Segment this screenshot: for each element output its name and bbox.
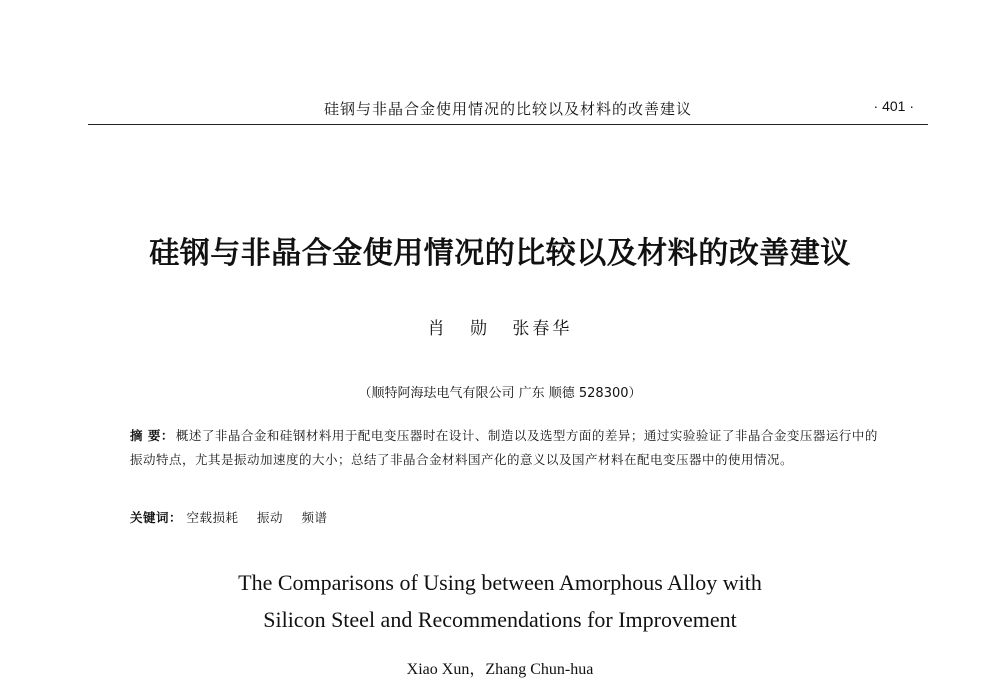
chinese-title: 硅钢与非晶合金使用情况的比较以及材料的改善建议 [149,236,851,271]
keywords [130,508,890,526]
keyword-item: 振动 [257,510,284,525]
chinese-authors: 肖 勋 张春华 [427,319,573,339]
keyword-item: 频谱 [301,510,328,525]
abstract [130,424,890,472]
chinese-affiliation: （顺特阿海珐电气有限公司 广东 顺德 528300） [358,386,642,401]
running-title: 硅钢与非晶合金使用情况的比较以及材料的改善建议 [323,100,692,118]
abstract-text: 概述了非晶合金和硅钢材料用于配电变压器时在设计、制造以及选型方面的差异；通过实验验证了非晶合金变压器运行中的振动特点，尤其是振动加速度的大小；总结了非晶合金材料国产化的意义以及国产材料在配电变压器中的使用情况。 [130,428,878,467]
page-number: · 401 · [873,98,914,114]
english-authors: Xiao Xun，Zhang Chun-hua [406,661,594,678]
english-title [0,564,1000,638]
english-title-line-1: The Comparisons of Using between Amorphous Alloy with [238,570,762,595]
abstract-label: 摘 要： [130,428,174,443]
keywords-label: 关键词： [130,510,183,525]
running-header [88,94,928,125]
english-title-line-2: Silicon Steel and Recommendations for Improvement [263,607,737,632]
keyword-item: 空载损耗 [186,510,239,525]
